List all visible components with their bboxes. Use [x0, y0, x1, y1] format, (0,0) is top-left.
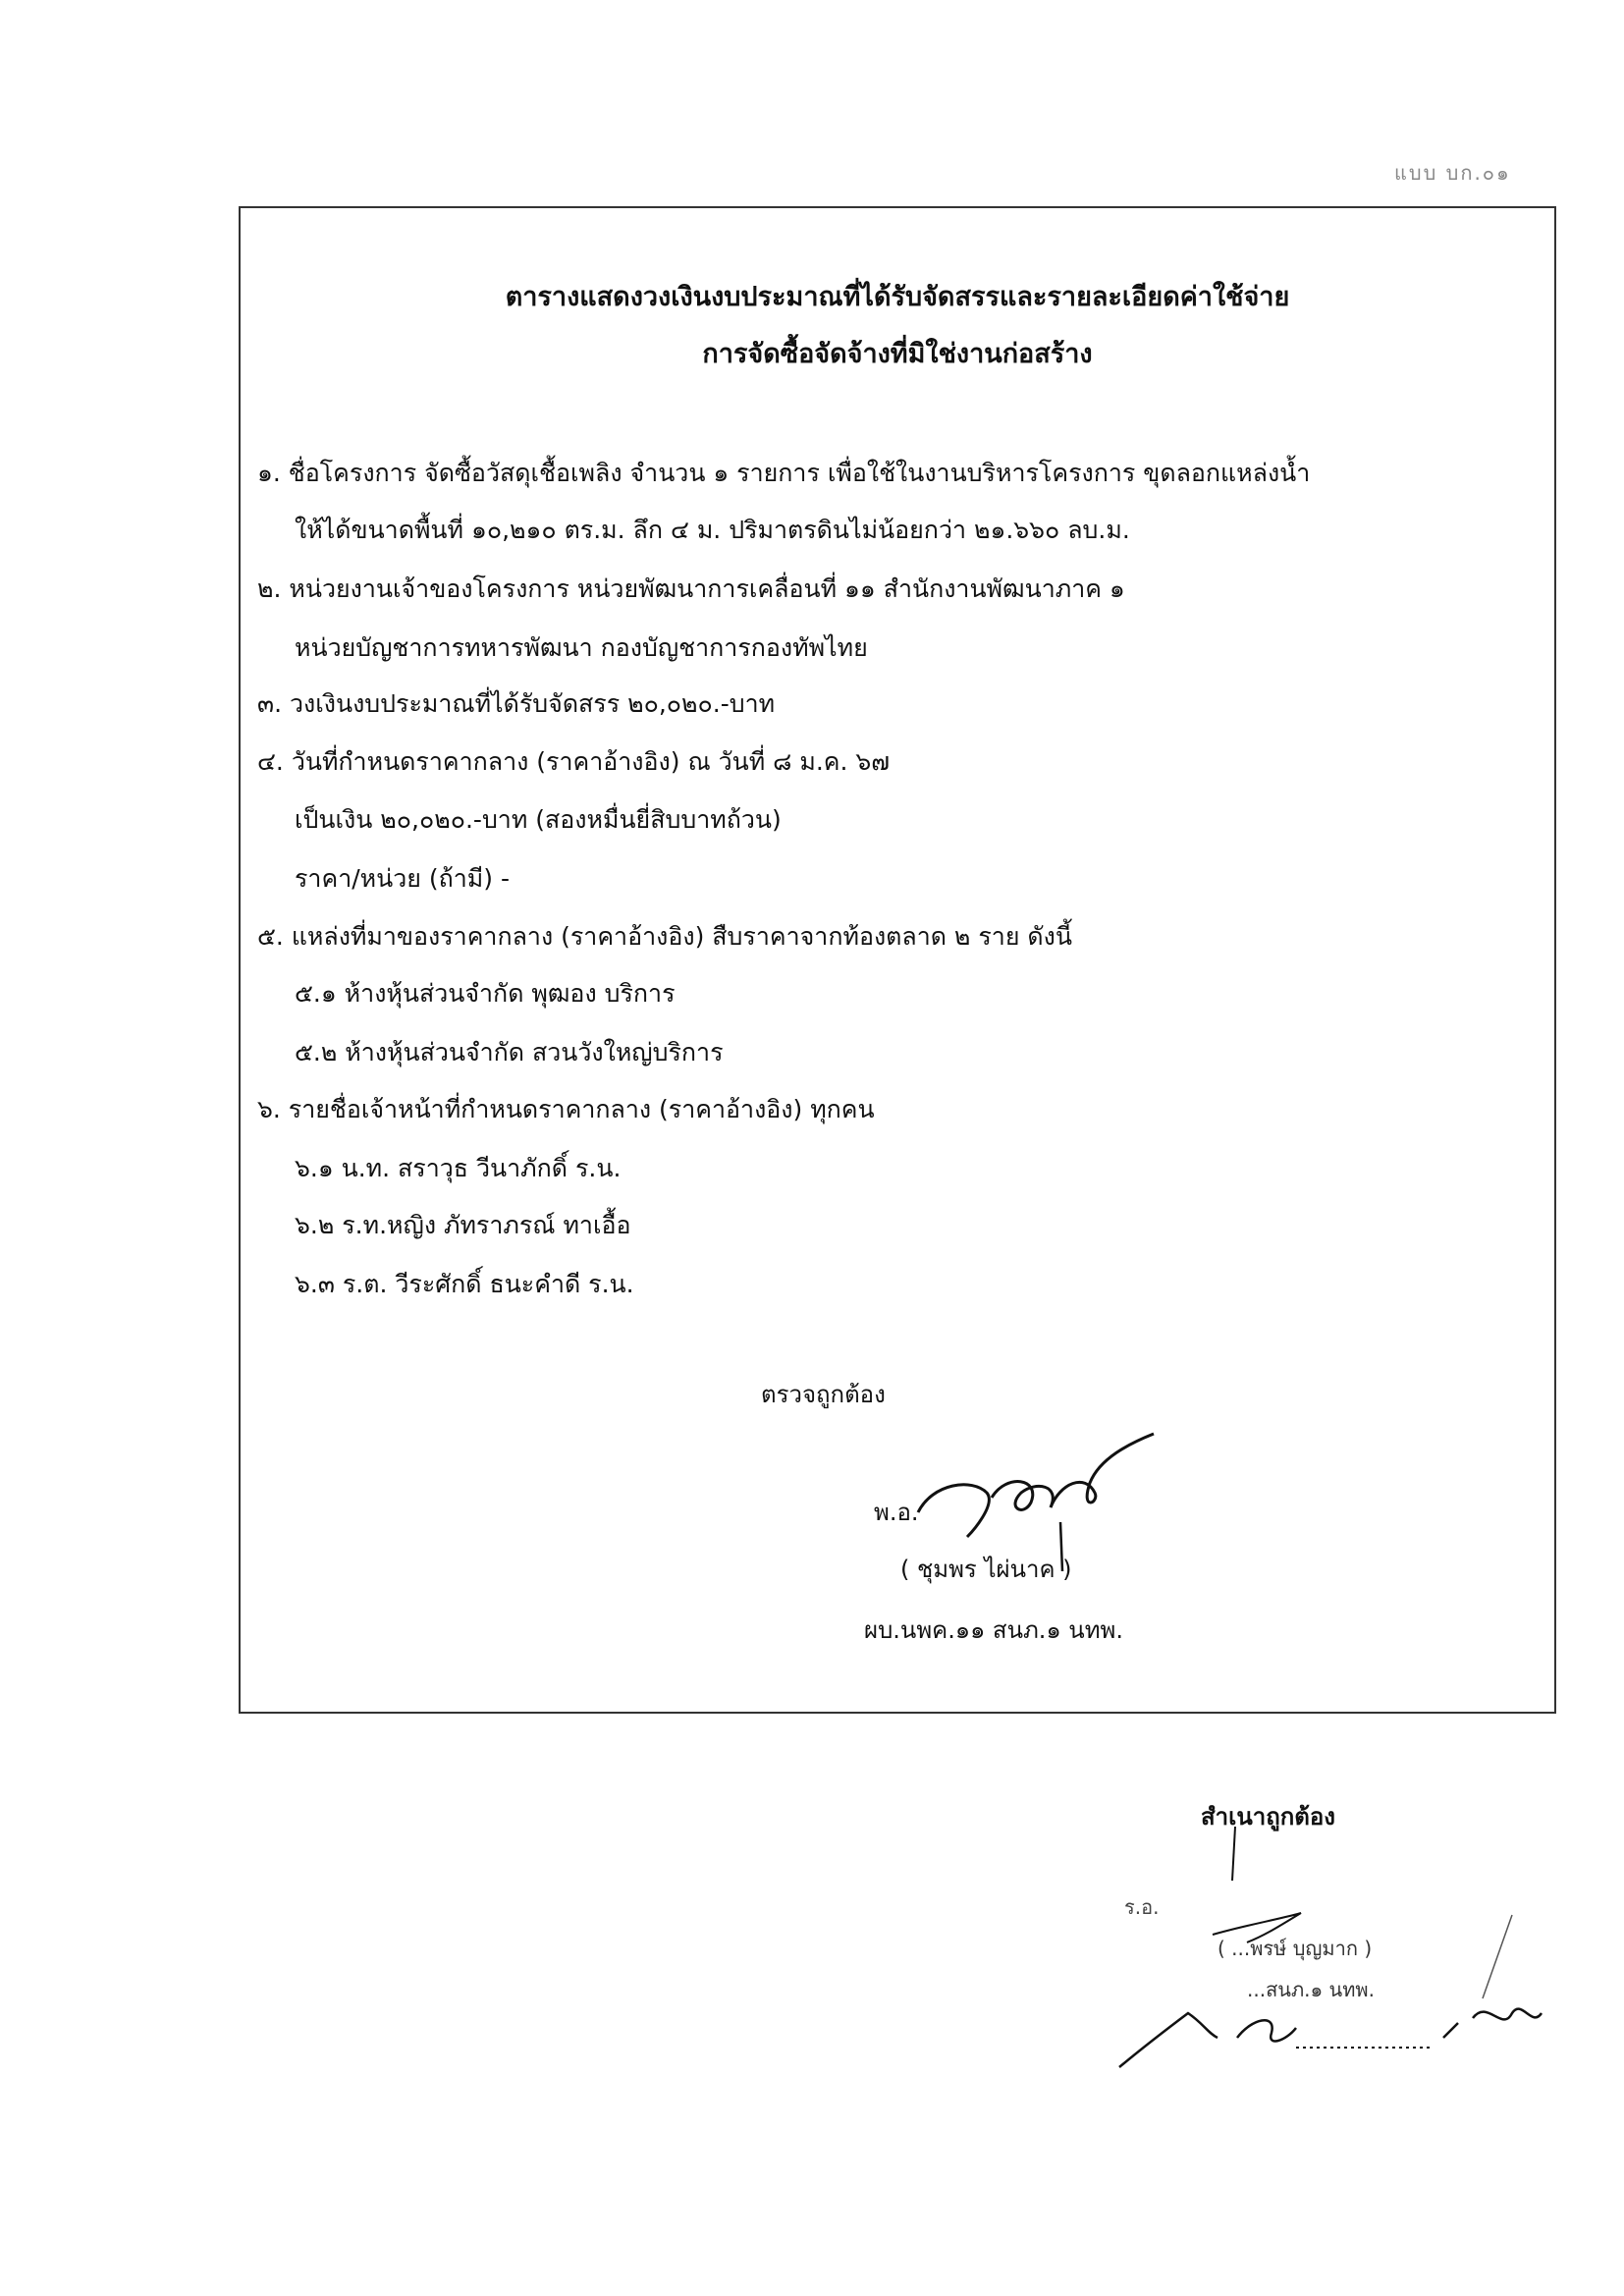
item-6-2: ๖.๒ ร.ท.หญิง ภัทราภรณ์ ทาเอื้อ: [295, 1211, 631, 1239]
signer-rank: พ.อ.: [874, 1499, 919, 1526]
signer-position: ผบ.นพค.๑๑ สนภ.๑ นทพ.: [864, 1616, 1123, 1644]
item-2-line-b: หน่วยบัญชาการทหารพัฒนา กองบัญชาการกองทัพไทย: [295, 633, 868, 662]
signer-name: ( ชุมพร ไผ่นาค ): [900, 1556, 1072, 1583]
item-4-line-c: ราคา/หน่วย (ถ้ามี) -: [295, 864, 510, 893]
certified-correct-label: ตรวจถูกต้อง: [761, 1381, 886, 1408]
item-6-3: ๖.๓ ร.ต. วีระศักดิ์ ธนะคำดี ร.น.: [295, 1270, 634, 1298]
item-6: ๖. รายชื่อเจ้าหน้าที่กำหนดราคากลาง (ราคาอ้างอิง) ทุกคน: [257, 1095, 875, 1123]
copy-certifier-position: ...สนภ.๑ นทพ.: [1247, 1978, 1375, 2001]
copy-certifier-rank: ร.อ.: [1124, 1895, 1160, 1919]
form-code: แบบ บก.๐๑: [1394, 161, 1511, 185]
signature-mark: [913, 1424, 1168, 1552]
item-1-line-b: ให้ได้ขนาดพื้นที่ ๑๐,๒๑๐ ตร.ม. ลึก ๔ ม. ปริมาตรดินไม่น้อยกว่า ๒๑.๖๖๐ ลบ.ม.: [295, 516, 1130, 544]
copy-certifier-name: ( ...พรษ์ บุญมาก ): [1218, 1937, 1373, 1960]
item-5: ๕. แหล่งที่มาของราคากลาง (ราคาอ้างอิง) สืบราคาจากท้องตลาด ๒ ราย ดังนี้: [257, 922, 1072, 951]
item-1-line-a: ๑. ชื่อโครงการ จัดซื้อวัสดุเชื้อเพลิง จำนวน ๑ รายการ เพื่อใช้ในงานบริหารโครงการ ขุดลอกแหล่งน้ำ: [257, 459, 1311, 487]
item-4-line-b: เป็นเงิน ๒๐,๐๒๐.-บาท (สองหมื่นยี่สิบบาทถ้วน): [295, 805, 782, 834]
document-frame: [239, 206, 1556, 1714]
document-title-line1: ตารางแสดงวงเงินงบประมาณที่ได้รับจัดสรรและรายละเอียดค่าใช้จ่าย: [505, 282, 1290, 312]
item-3: ๓. วงเงินงบประมาณที่ได้รับจัดสรร ๒๐,๐๒๐.-บาท: [257, 689, 776, 718]
item-4-line-a: ๔. วันที่กำหนดราคากลาง (ราคาอ้างอิง) ณ วันที่ ๘ ม.ค. ๖๗: [257, 747, 891, 776]
document-title-line2: การจัดซื้อจัดจ้างที่มิใช่งานก่อสร้าง: [702, 339, 1093, 369]
item-6-1: ๖.๑ น.ท. สราวุธ วีนาภักดิ์ ร.น.: [295, 1154, 622, 1182]
item-2-line-a: ๒. หน่วยงานเจ้าของโครงการ หน่วยพัฒนาการเคลื่อนที่ ๑๑ สำนักงานพัฒนาภาค ๑: [257, 574, 1125, 603]
item-5-2: ๕.๒ ห้างหุ้นส่วนจำกัด สวนวังใหญ่บริการ: [295, 1038, 724, 1066]
copy-certified-title: สำเนาถูกต้อง: [1201, 1803, 1335, 1831]
item-5-1: ๕.๑ ห้างหุ้นส่วนจำกัด พุฒอง บริการ: [295, 979, 676, 1008]
